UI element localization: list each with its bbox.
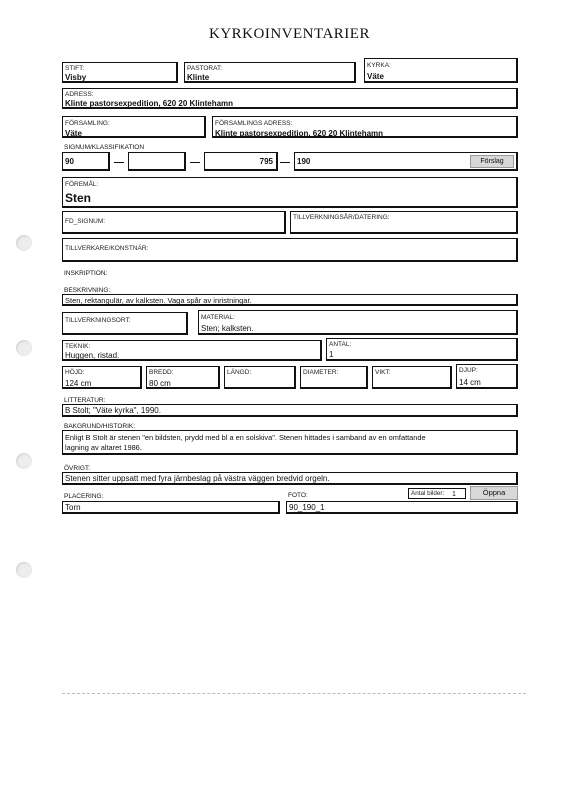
foremal-value: Sten [65,191,92,205]
pastorat-field[interactable] [184,62,356,83]
kyrka-label: KYRKA: [367,62,391,69]
signum-value-1: 90 [65,157,74,166]
antal-value: 1 [329,350,334,359]
tillverkningsar-label: TILLVERKNINGSÅR/DATERING: [293,214,390,221]
bakgrund-label: BAKGRUND/HISTORIK: [64,423,136,430]
hojd-label: HÖJD: [65,369,85,376]
pastorat-value: Klinte [187,73,210,82]
beskrivning-value: Sten, rektangulär, av kalksten. Vaga spår av inristningar. [65,296,252,305]
placering-field[interactable] [62,501,280,514]
bakgrund-value-line2: lagning av altaret 1986. [65,443,142,452]
signum-field-3[interactable] [204,152,278,171]
bredd-value: 80 cm [149,379,171,388]
oppna-button[interactable]: Öppna [470,486,518,500]
signum-separator [114,162,124,163]
antal-bilder-box [408,488,466,499]
forsamlings-adress-label: FÖRSAMLINGS ADRESS: [215,120,293,127]
placering-label: PLACERING: [64,493,104,500]
stift-label: STIFT: [65,65,85,72]
diameter-label: DIAMETER: [303,369,339,376]
binder-hole [16,453,32,469]
foremal-field[interactable] [62,177,518,208]
tillverkare-label: TILLVERKARE/KONSTNÄR: [65,245,149,252]
tillverkningsort-label: TILLVERKNINGSORT: [65,317,131,324]
binder-hole [16,340,32,356]
foto-label: FOTO: [288,492,308,499]
forsamlings-adress-value: Klinte pastorsexpedition, 620 20 Klintehamn [215,129,384,138]
tillverkningsar-field[interactable] [290,211,518,234]
djup-field[interactable] [456,364,518,389]
ovrigt-label: ÖVRIGT: [64,465,91,472]
diameter-field[interactable] [300,366,368,389]
signum-field-2[interactable] [128,152,186,171]
inskription-label: INSKRIPTION: [64,270,108,277]
hojd-value: 124 cm [65,379,92,388]
adress-field[interactable] [62,88,518,109]
beskrivning-label: BESKRIVNING: [64,287,111,294]
litteratur-field[interactable] [62,404,518,417]
fd-signum-field[interactable] [62,211,286,234]
bredd-label: BREDD: [149,369,174,376]
litteratur-value: B Stolt; "Väte kyrka", 1990. [65,406,161,415]
stift-value: Visby [65,73,87,82]
antal-bilder-label: Antal bilder: [411,490,445,497]
beskrivning-field[interactable] [62,294,518,306]
forslag-button[interactable]: Förslag [470,155,514,168]
signum-field-4[interactable] [294,152,518,171]
stift-field[interactable] [62,62,178,83]
teknik-label: TEKNIK: [65,343,91,350]
material-label: MATERIAL: [201,314,235,321]
forsamling-value: Väte [65,129,82,138]
vikt-field[interactable] [372,366,452,389]
footer-divider [62,693,526,694]
hojd-field[interactable] [62,366,142,389]
foto-field[interactable] [286,501,518,514]
ovrigt-field[interactable] [62,472,518,485]
antal-label: ANTAL: [329,341,352,348]
binder-hole [16,562,32,578]
tillverkningsort-field[interactable] [62,312,188,335]
forsamlings-adress-field[interactable] [212,116,518,138]
signum-separator [190,162,200,163]
signum-value-4: 190 [297,157,311,166]
teknik-value: Huggen, ristad. [65,351,120,360]
signum-field-1[interactable] [62,152,110,171]
vikt-label: VIKT: [375,369,391,376]
litteratur-label: LITTERATUR: [64,397,106,404]
page-title: KYRKOINVENTARIER [209,26,370,42]
adress-value: Klinte pastorsexpedition, 620 20 Klintehamn [65,99,234,108]
bakgrund-field[interactable] [62,430,518,455]
pastorat-label: PASTORAT: [187,65,223,72]
material-field[interactable] [198,310,518,335]
placering-value: Torn [65,503,81,512]
foto-value: 90_190_1 [289,503,325,512]
forsamling-label: FÖRSAMLING: [65,120,110,127]
kyrka-field[interactable] [364,58,518,83]
djup-label: DJUP: [459,367,478,374]
tillverkare-field[interactable] [62,238,518,262]
ovrigt-value: Stenen sitter uppsatt med fyra järnbeslag på västra väggen bredvid orgeln. [65,474,330,483]
antal-field[interactable] [326,338,518,361]
fd-signum-label: FD_SIGNUM: [65,218,106,225]
bakgrund-value-line1: Enligt B Stolt är stenen "en bildsten, prydd med bl a en solskiva". Stenen hittades i samband av en omfattande [65,433,426,442]
forsamling-field[interactable] [62,116,206,138]
bredd-field[interactable] [146,366,220,389]
kyrka-value: Väte [367,72,384,81]
material-value: Sten; kalksten. [201,324,254,333]
adress-label: ADRESS: [65,91,94,98]
langd-field[interactable] [224,366,296,389]
teknik-field[interactable] [62,340,322,361]
foremal-label: FÖREMÅL: [65,181,99,188]
signum-separator [280,162,290,163]
langd-label: LÄNGD: [227,369,252,376]
signum-label: SIGNUM/KLASSIFIKATION [64,144,145,151]
djup-value: 14 cm [459,378,481,387]
antal-bilder-value: 1 [452,491,456,498]
binder-hole [16,235,32,251]
signum-value-3: 795 [259,157,273,166]
